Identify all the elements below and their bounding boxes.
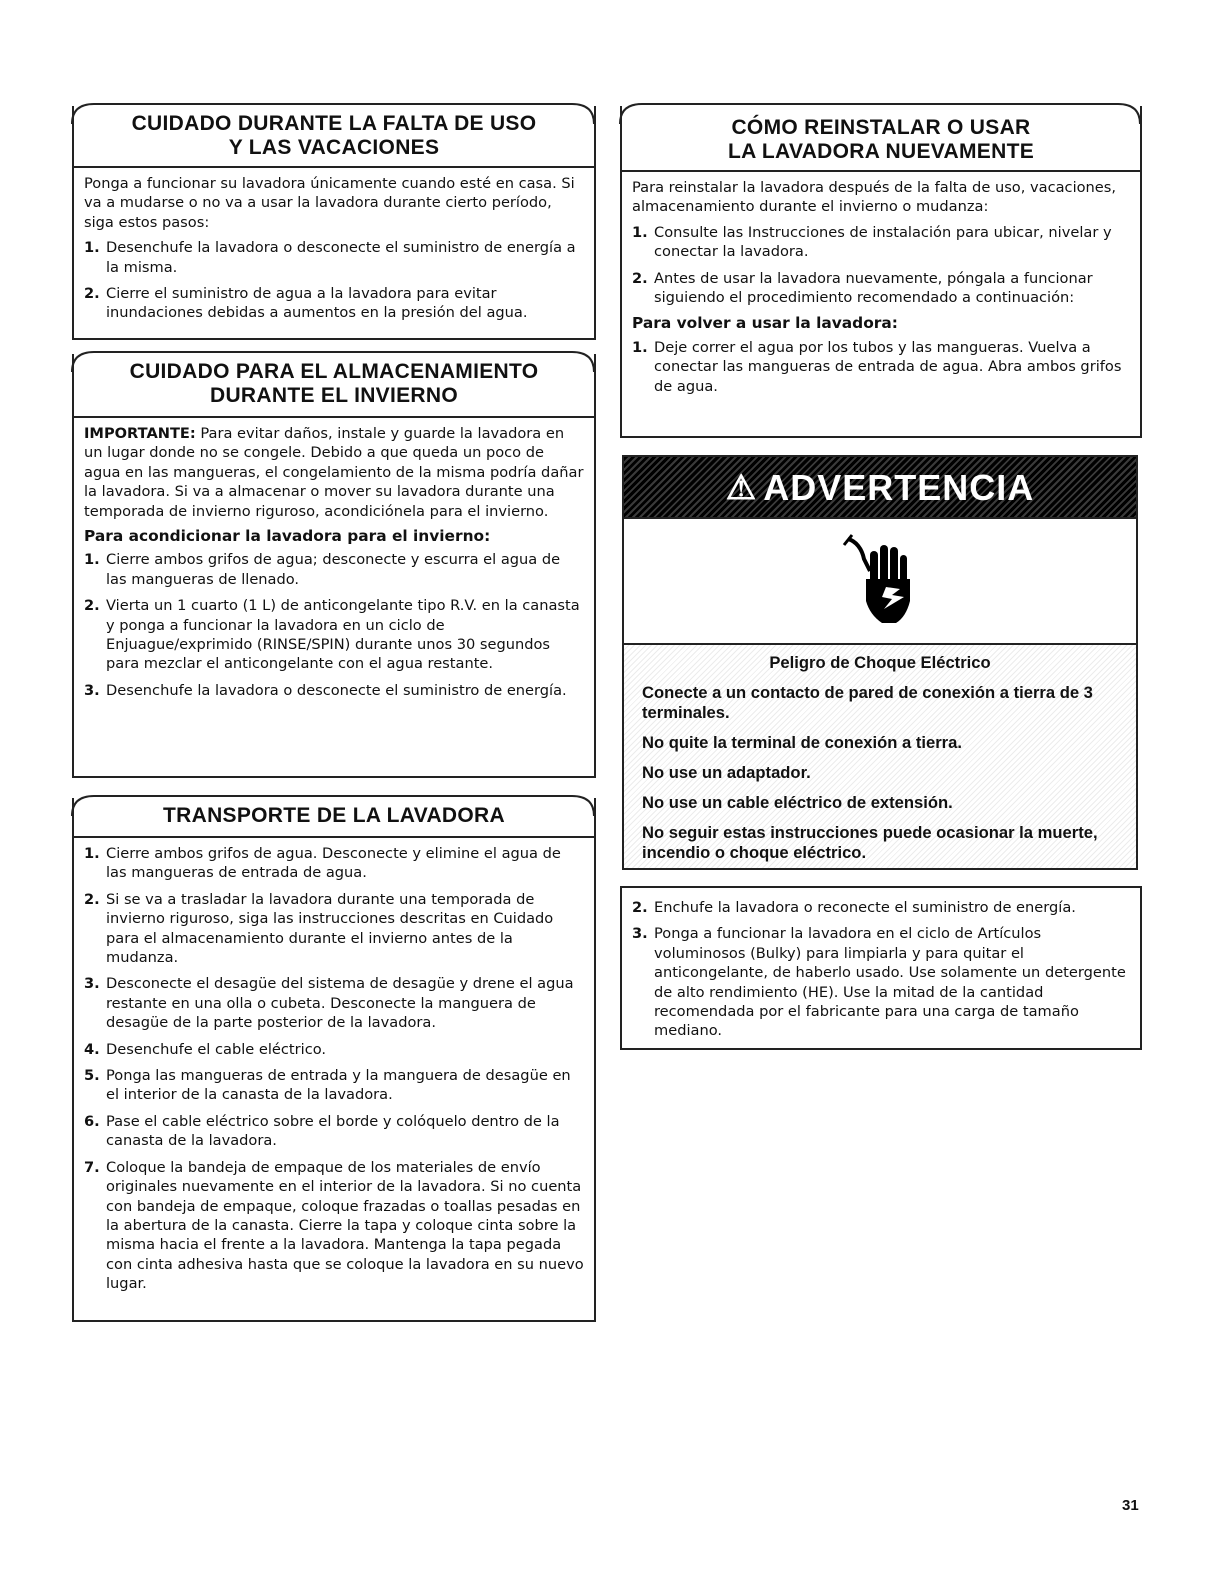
section-reinstall-continued xyxy=(620,886,1142,1050)
intro-text: Ponga a funcionar su lavadora únicamente cuando esté en casa. Si va a mudarse o no va a usar la lavadora durante cierto período, siga estos pasos: xyxy=(84,175,575,231)
section-title: CUIDADO DURANTE LA FALTA DE USO Y LAS VACACIONES xyxy=(131,112,537,159)
warning-line: No use un adaptador. xyxy=(642,763,811,782)
warning-line: No quite la terminal de conexión a tierra. xyxy=(642,733,962,752)
list-item: 7. Coloque la bandeja de empaque de los materiales de envío originales nuevamente en el interior de la lavadora. Si no cuenta con bandeja de empaque, coloque frazadas o toallas pesadas en la abertura de la canasta. Cierre la tapa y coloque cinta sobre la misma hacia el frente a la lavadora. Mantenga la tapa pegada con cinta adhesiva hasta que se coloque la lavadora en su nuevo lugar. xyxy=(84,1158,584,1293)
warning-icon-panel xyxy=(624,517,1136,645)
section-storage-vacation xyxy=(72,106,596,340)
warning-line: Conecte a un contacto de pared de conexión a tierra de 3 terminales. xyxy=(642,683,1093,722)
section-header xyxy=(622,106,1140,172)
list-item: 3. Desconecte el desagüe del sistema de desagüe y drene el agua restante en una olla o cubeta. Desconecte la manguera de desagüe de la parte posterior de la lavadora. xyxy=(84,975,574,1032)
subheading: Para volver a usar la lavadora: xyxy=(632,314,898,333)
list-item: 1. Desenchufe la lavadora o desconecte el suministro de energía a la misma. xyxy=(84,239,576,276)
list-item: 1. Cierre ambos grifos de agua; desconecte y escurra el agua de las mangueras de llenado. xyxy=(84,551,561,588)
steps-list xyxy=(632,898,1130,1041)
list-item: 2. Antes de usar la lavadora nuevamente, póngala a funcionar siguiendo el procedimiento recomendado a continuación: xyxy=(632,269,1093,307)
list-item: 6. Pase el cable eléctrico sobre el borde y colóquelo dentro de la canasta de la lavadora. xyxy=(84,1112,560,1150)
steps-list xyxy=(84,238,584,323)
page-number: 31 xyxy=(1122,1497,1139,1514)
steps-list xyxy=(84,844,584,1294)
warning-box xyxy=(622,455,1138,870)
subheading: Para acondicionar la lavadora para el invierno: xyxy=(84,527,491,546)
list-item: 2. Si se va a trasladar la lavadora durante una temporada de invierno riguroso, siga las instrucciones descritas en Cuidado para el almacenamiento durante el invierno antes de la mudanza. xyxy=(84,890,554,967)
list-item: 1. Cierre ambos grifos de agua. Desconecte y elimine el agua de las mangueras de entrada de agua. xyxy=(84,845,561,882)
section-title: TRANSPORTE DE LA LAVADORA xyxy=(163,804,505,827)
list-item: 2. Enchufe la lavadora o reconecte el suministro de energía. xyxy=(632,899,1076,916)
section-header xyxy=(74,106,594,168)
warning-banner xyxy=(624,457,1136,519)
steps-list xyxy=(632,338,1130,396)
list-item: 1. Deje correr el agua por los tubos y las mangueras. Vuelva a conectar las mangueras de entrada de agua. Abra ambos grifos de agua. xyxy=(632,338,1122,395)
list-item: 2. Cierre el suministro de agua a la lavadora para evitar inundaciones debidas a aumentos en la presión del agua. xyxy=(84,285,528,322)
section-winter-storage xyxy=(72,354,596,778)
section-title: CUIDADO PARA EL ALMACENAMIENTO DURANTE EL INVIERNO xyxy=(129,360,539,407)
list-item: 5. Ponga las mangueras de entrada y la manguera de desagüe en el interior de la canasta de la lavadora. xyxy=(84,1067,571,1104)
list-item: 2. Vierta un 1 cuarto (1 L) de anticongelante tipo R.V. en la canasta y ponga a funcionar la lavadora en un ciclo de Enjuague/exprimido (RINSE/SPIN) durante unos 30 segundos para mezclar el anticongelante con el agua restante. xyxy=(84,597,580,673)
section-reinstall xyxy=(620,106,1142,438)
list-item: 3. Ponga a funcionar la lavadora en el ciclo de Artículos voluminosos (Bulky) para limpiarla y para quitar el anticongelante, de haberlo usado. Use solamente un detergente de alto rendimiento (HE). Use la mitad de la cantidad recomendada por el fabricante para una carga de tamaño mediano. xyxy=(632,925,1126,1040)
list-item: 4. Desenchufe el cable eléctrico. xyxy=(84,1040,327,1058)
warning-title: ADVERTENCIA xyxy=(763,467,1035,508)
warning-text xyxy=(624,645,1136,881)
steps-list xyxy=(84,550,584,700)
section-transport xyxy=(72,798,596,1322)
warning-triangle-icon: ⚠ xyxy=(725,469,758,507)
section-header xyxy=(74,354,594,418)
warning-line: No use un cable eléctrico de extensión. xyxy=(642,793,953,812)
warning-line: No seguir estas instrucciones puede ocasionar la muerte, incendio o choque eléctrico. xyxy=(642,823,1098,862)
important-note: IMPORTANTE: Para evitar daños, instale y guarde la lavadora en un lugar donde no se congele. Debido a que queda un poco de agua en las mangueras, el congelamiento de la misma podría dañar la lavadora. Si va a almacenar o mover su lavadora durante una temporada de invierno riguroso, acondiciónela para el invierno. xyxy=(84,425,584,520)
intro-text: Para reinstalar la lavadora después de la falta de uso, vacaciones, almacenamiento durante el invierno o mudanza: xyxy=(632,179,1117,216)
list-item: 1. Consulte las Instrucciones de instalación para ubicar, nivelar y conectar la lavadora. xyxy=(632,223,1112,261)
list-item: 3. Desenchufe la lavadora o desconecte el suministro de energía. xyxy=(84,681,567,699)
warning-heading: Peligro de Choque Eléctrico xyxy=(769,653,991,672)
electric-shock-hand-icon xyxy=(840,531,920,631)
section-title: CÓMO REINSTALAR O USAR LA LAVADORA NUEVAMENTE xyxy=(727,116,1035,163)
steps-list xyxy=(632,223,1130,308)
section-header xyxy=(74,798,594,838)
